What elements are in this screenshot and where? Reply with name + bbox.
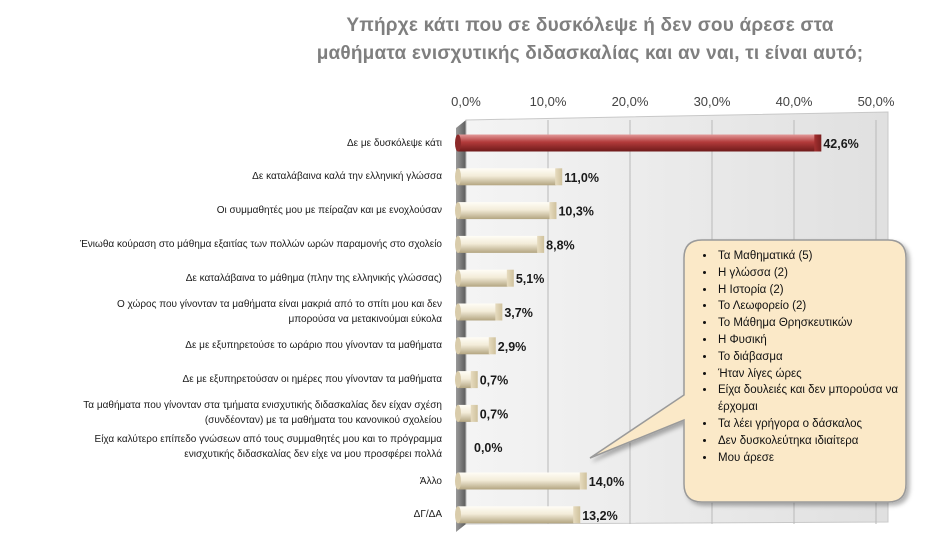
category-label-line: Τα μαθήματα που γίνονταν στα τμήματα ενισχυτικής διδασκαλίας δεν είχαν σχέση: [83, 400, 442, 412]
annotation-item: • Δεν δυσκολεύτηκα ιδιαίτερα: [716, 433, 916, 450]
bar-end-cap: [580, 473, 587, 490]
bar-end-cap: [507, 270, 514, 287]
category-label-line: (συνδέονταν) με τα μαθήματα του κανονικού σχολείου: [204, 415, 442, 427]
data-label: 42,6%: [823, 137, 859, 151]
bar-end-cap: [471, 371, 478, 388]
category-label-line: ΔΓ/ΔΑ: [413, 509, 442, 521]
bar: [455, 135, 821, 152]
bar-start-cap: [455, 405, 461, 422]
data-label: 5,1%: [515, 272, 545, 287]
bar: [455, 304, 502, 321]
category-label: [12, 507, 442, 522]
category-label: [12, 297, 442, 327]
annotation-item: • Η Φυσική: [716, 332, 916, 349]
bar-end-cap: [573, 506, 580, 523]
data-label: 10,3%: [558, 204, 594, 219]
bar-end-cap: [489, 337, 496, 354]
bar-end-cap: [471, 405, 478, 422]
annotation-item: • Το Λεωφορείο (2): [716, 298, 916, 315]
category-label: [12, 474, 442, 489]
bar-start-cap: [455, 168, 461, 185]
bar-body: [458, 135, 815, 152]
bar-start-cap: [455, 135, 461, 152]
bar-start-cap: [455, 202, 461, 219]
category-label: [12, 398, 442, 428]
data-label: 11,0%: [564, 170, 599, 185]
x-tick-label: 20,0%: [611, 94, 649, 109]
category-label: [12, 203, 442, 218]
category-label-line: Δε καταλάβαινα καλά την ελληνική γλώσσα: [252, 171, 442, 183]
category-label: [12, 432, 442, 462]
bar-body: [458, 168, 556, 185]
data-label: 14,0%: [588, 475, 625, 489]
bar-body: [458, 304, 496, 321]
bar-body: [458, 473, 581, 490]
category-label-line: Δε με εξυπηρετούσε το ωράριο που γίνονταν τα μαθήματα: [185, 340, 442, 352]
x-tick-label: 10,0%: [529, 94, 567, 109]
bar-start-cap: [455, 473, 461, 490]
bar-start-cap: [455, 337, 461, 354]
x-tick-label: 0,0%: [451, 94, 481, 109]
bar-body: [458, 236, 538, 253]
annotation-item: • Ήταν λίγες ώρες: [716, 366, 916, 383]
annotation-item: • Τα Μαθηματικά (5): [716, 248, 916, 265]
category-label-line: Ο χώρος που γίνονταν τα μαθήματα είναι μακριά από το σπίτι μου και δεν: [117, 299, 442, 310]
data-label: 2,9%: [497, 339, 527, 354]
bar-end-cap: [555, 168, 562, 185]
bar: [455, 506, 580, 523]
bar-body: [458, 270, 508, 287]
category-label-line: μπορούσα να μετακινούμαι εύκολα: [288, 314, 442, 325]
bar: [455, 405, 478, 422]
category-label: [12, 237, 442, 252]
category-label: [12, 372, 442, 387]
bar-start-cap: [455, 270, 461, 287]
category-label-line: ενισχυτικής διδασκαλίας δεν είχε να μου προσφέρει πολλά: [184, 449, 442, 461]
annotation-item: • Το Μάθημα Θρησκευτικών: [716, 315, 916, 332]
bar-end-cap: [549, 202, 556, 219]
data-label: 0,7%: [479, 373, 509, 388]
x-tick-label: 30,0%: [693, 94, 731, 109]
category-label: [12, 271, 442, 286]
annotation-item: • Τα λέει γρήγορα ο δάσκαλος: [716, 416, 916, 433]
bar-body: [458, 202, 550, 219]
bar-start-cap: [455, 236, 461, 253]
bar-start-cap: [455, 371, 461, 388]
category-label-line: Οι συμμαθητές μου με πείραζαν και με ενοχλούσαν: [216, 205, 442, 217]
bar-start-cap: [455, 304, 461, 321]
bar-start-cap: [455, 506, 461, 523]
chart-title-line-2: μαθήματα ενισχυτικής διδασκαλίας και αν ναι, τι είναι αυτό;: [316, 43, 864, 64]
bar-end-cap: [814, 135, 821, 152]
bar: [455, 202, 556, 219]
chart-title-line-1: Υπήρχε κάτι που σε δυσκόλεψε ή δεν σου άρεσε στα: [346, 15, 834, 36]
bar: [455, 236, 544, 253]
data-label: 0,7%: [479, 407, 509, 422]
category-label: [12, 338, 442, 353]
data-label: 3,7%: [504, 306, 533, 320]
category-label-line: Δε με δυσκόλεψε κάτι: [346, 137, 442, 149]
category-label-line: Άλλο: [419, 475, 442, 487]
bar: [455, 473, 587, 490]
annotation-list: [700, 248, 916, 466]
category-label-line: Δε με εξυπηρετούσαν οι ημέρες που γίνονταν τα μαθήματα: [182, 374, 442, 386]
annotation-item: • Η γλώσσα (2): [716, 265, 916, 282]
x-tick-label: 40,0%: [775, 94, 813, 109]
bar-end-cap: [495, 304, 502, 321]
bar: [455, 270, 514, 287]
category-label-line: Είχα καλύτερο επίπεδο γνώσεων από τους συμμαθητές μου και το πρόγραμμα: [94, 434, 442, 446]
bar-body: [458, 506, 574, 523]
bar: [455, 337, 496, 354]
data-label: 0,0%: [474, 441, 503, 456]
x-tick-label: 50,0%: [857, 94, 895, 109]
data-label: 13,2%: [582, 508, 618, 523]
annotation-item: • Το διάβασμα: [716, 349, 916, 366]
annotation-item: • Η Ιστορία (2): [716, 282, 916, 299]
category-label-line: Ένιωθα κούραση στο μάθημα εξαιτίας των πολλών ωρών παραμονής στο σχολείο: [79, 238, 442, 250]
category-label-line: Δε καταλάβαινα το μάθημα (πλην της ελληνικής γλώσσας): [185, 272, 442, 284]
annotation-item: • Μου άρεσε: [716, 450, 916, 467]
bar: [455, 168, 562, 185]
category-label: [12, 169, 442, 184]
category-label: [12, 136, 442, 151]
bar-body: [458, 337, 490, 354]
bar-end-cap: [537, 236, 544, 253]
annotation-item: • Είχα δουλειές και δεν μπορούσα να έρχομαι: [716, 382, 916, 416]
bar: [455, 371, 478, 388]
data-label: 8,8%: [546, 238, 575, 253]
